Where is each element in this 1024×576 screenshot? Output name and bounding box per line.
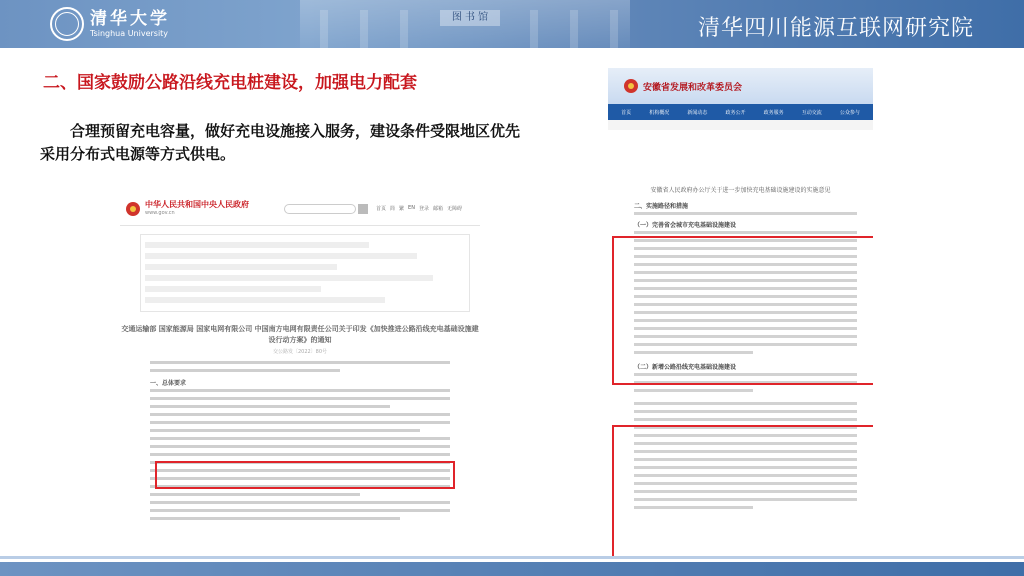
university-name-cn: 清华大学 [90, 9, 170, 29]
text-line [150, 389, 450, 392]
building-column [400, 10, 408, 48]
building-column [610, 10, 618, 48]
building-column [530, 10, 538, 48]
text-line [150, 421, 450, 424]
university-name-en: Tsinghua University [90, 29, 169, 38]
building-column [570, 10, 578, 48]
text-line [634, 410, 857, 413]
anhui-site-name: 安徽省发展和改革委员会 [643, 82, 743, 93]
institute-title: 清华四川能源互联网研究院 [697, 16, 974, 41]
text-line [150, 405, 390, 408]
document-item-heading: （二）新增公路沿线充电基础设施建设 [634, 364, 737, 371]
text-line [150, 493, 360, 496]
text-line [150, 517, 400, 520]
anhui-nav-item[interactable]: 公众参与 [839, 109, 860, 116]
text-line [150, 501, 450, 504]
text-line [634, 418, 857, 421]
university-logo [50, 7, 170, 41]
footer-bar [0, 562, 1024, 576]
highlight-box [612, 236, 873, 385]
gov-nav-item[interactable]: 登录 [418, 206, 429, 212]
text-line [634, 402, 857, 405]
building-plaque: 图 书 馆 [440, 10, 500, 26]
document-number: 交公路发〔2022〕80号 [272, 349, 328, 355]
highlight-box [612, 425, 873, 558]
section-title: 二、国家鼓励公路沿线充电桩建设，加强电力配套 [43, 73, 417, 93]
gov-document-screenshot [120, 192, 480, 532]
gov-nav-item[interactable]: 无障碍 [446, 206, 462, 212]
anhui-nav-item[interactable]: 互动交流 [801, 109, 822, 116]
text-line [150, 361, 450, 364]
document-item-heading: （一）完善省会城市充电基础设施建设 [634, 222, 737, 229]
national-emblem-icon [126, 202, 140, 216]
text-line [150, 453, 450, 456]
university-seal-icon [50, 7, 84, 41]
national-emblem-icon [624, 79, 638, 93]
gov-nav-item[interactable]: EN [408, 205, 415, 211]
text-line [150, 509, 450, 512]
text-line [150, 397, 450, 400]
anhui-nav-item[interactable]: 政务服务 [763, 109, 784, 116]
gov-nav-item[interactable]: 繁 [399, 206, 405, 212]
gov-search-input[interactable] [284, 204, 356, 214]
highlight-box [155, 461, 455, 489]
text-line [634, 231, 857, 234]
footer-stripe [0, 556, 1024, 559]
anhui-nav-item[interactable]: 首页 [621, 109, 632, 116]
text-line [150, 437, 450, 440]
building-photo [300, 0, 630, 48]
document-meta-table [140, 234, 470, 312]
gov-nav-item[interactable]: 首页 [376, 206, 387, 212]
anhui-nav-item[interactable]: 新闻动态 [687, 109, 708, 116]
gov-site-header [120, 192, 480, 226]
text-line [150, 429, 420, 432]
anhui-nav-item[interactable]: 政务公开 [725, 109, 746, 116]
text-line [150, 445, 450, 448]
building-column [360, 10, 368, 48]
header-banner [0, 0, 1024, 48]
anhui-nav [608, 104, 873, 120]
document-section-heading: 二、实施路径和措施 [634, 203, 689, 210]
document-title: 交通运输部 国家能源局 国家电网有限公司 中国南方电网有限责任公司关于印发《加快推进公路沿线充电基础设施建设行动方案》的通知 [121, 325, 479, 344]
search-icon[interactable] [358, 204, 368, 214]
breadcrumb [608, 120, 873, 130]
anhui-site-header [608, 68, 873, 104]
gov-site-name: 中华人民共和国中央人民政府 [145, 200, 249, 209]
anhui-nav-item[interactable]: 机构概况 [649, 109, 670, 116]
text-line [634, 212, 857, 215]
document-title: 安徽省人民政府办公厅关于进一步加快充电基础设施建设的实施意见 [650, 187, 831, 194]
gov-nav-item[interactable]: 简 [390, 206, 396, 212]
text-line [634, 389, 753, 392]
anhui-document-screenshot [608, 68, 873, 560]
text-line [150, 369, 340, 372]
gov-site-domain: www.gov.cn [145, 210, 175, 216]
building-column [320, 10, 328, 48]
gov-nav [376, 205, 466, 212]
body-paragraph: 合理预留充电容量，做好充电设施接入服务，建设条件受限地区优先采用分布式电源等方式供电。 [40, 122, 521, 163]
text-line [150, 413, 450, 416]
gov-nav-item[interactable]: 邮箱 [432, 206, 443, 212]
document-section-heading: 一、总体要求 [150, 380, 187, 387]
